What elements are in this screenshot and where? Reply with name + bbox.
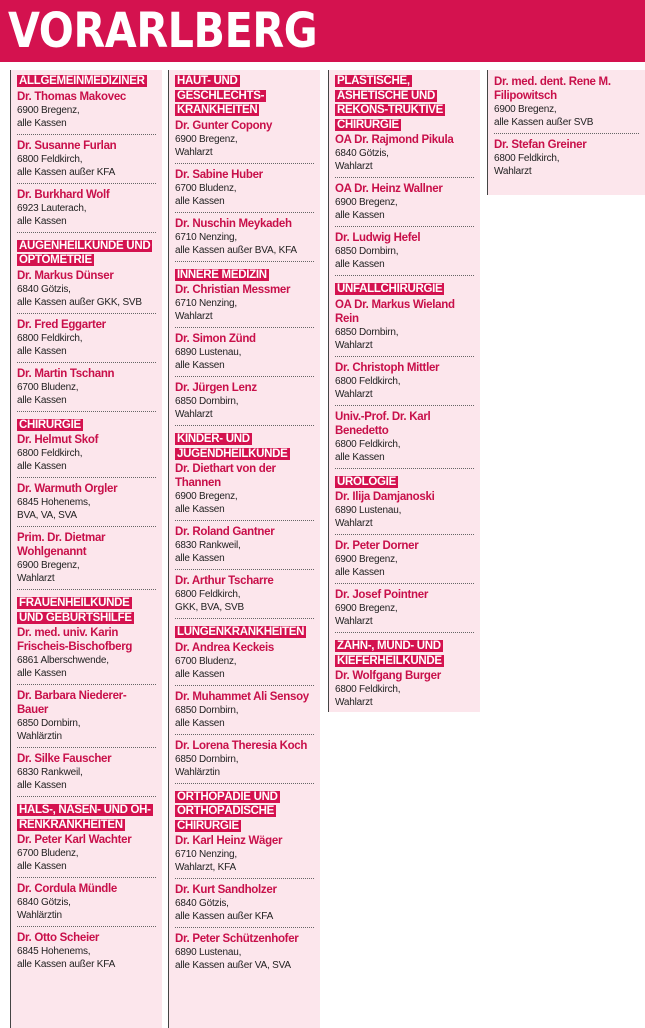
doctor-name: Dr. Roland Gantner (175, 526, 275, 538)
doctor-name: Dr. Christoph Mittler (335, 361, 440, 374)
doctor-insurance: alle Kassen (175, 195, 225, 207)
doctor-location: 6900 Bregenz, (17, 560, 80, 571)
doctor-name: OA Dr. Markus Wieland Rein (335, 298, 455, 325)
specialty-section (335, 282, 474, 469)
doctor-name: Dr. Diethart von der Thannen (175, 463, 276, 489)
doctor-insurance: alle Kassen (175, 360, 225, 371)
specialty-section (494, 74, 639, 182)
specialty-heading-wrap (335, 639, 474, 668)
doctor-name: Dr. Wolfgang Burger (335, 670, 441, 682)
doctor-location: 6800 Feldkirch, (175, 589, 241, 600)
page-title: VORARLBERG (8, 3, 318, 59)
doctor-entry (494, 74, 639, 134)
doctor-location: 6850 Dornbirn, (175, 704, 239, 716)
specialty-section (175, 432, 314, 619)
specialty-heading: AUGENHEILKUNDE UND OPTOMETRIE (19, 239, 151, 266)
doctor-entry (175, 216, 314, 262)
doctor-insurance: Wahlärztin (17, 910, 62, 921)
specialty-heading: UROLOGIE (337, 475, 396, 488)
doctor-insurance: Wahlarzt (335, 697, 373, 708)
doctor-name: Dr. Sabine Huber (175, 168, 263, 181)
specialty-section (175, 625, 314, 784)
doctor-entry (494, 137, 639, 182)
doctor-location: 6840 Götzis, (175, 898, 229, 909)
doctor-location: 6923 Lauterach, (17, 202, 87, 214)
doctor-name: Dr. Barbara Niederer-Bauer (17, 690, 127, 716)
doctor-insurance: alle Kassen außer GKK, SVB (17, 296, 142, 308)
doctor-insurance: Wahlarzt (335, 339, 373, 351)
doctor-name: Dr. Simon Zünd (175, 333, 256, 345)
doctor-entry (17, 881, 156, 927)
directory-column-3 (328, 70, 480, 712)
doctor-insurance: alle Kassen (335, 451, 385, 463)
specialty-section (175, 268, 314, 427)
doctor-name: Dr. Silke Fauscher (17, 753, 112, 765)
doctor-entry (17, 366, 156, 412)
doctor-location: 6800 Feldkirch, (335, 684, 401, 695)
doctor-location: 6830 Rankweil, (17, 767, 83, 778)
doctor-location: 6710 Nenzing, (175, 298, 237, 309)
doctor-name: Dr. Christian Messmer (175, 284, 291, 296)
specialty-heading-wrap (335, 475, 474, 490)
specialty-heading-wrap (17, 239, 156, 268)
doctor-name: OA Dr. Heinz Wallner (335, 183, 443, 195)
doctor-name: Dr. Kurt Sandholzer (175, 884, 277, 896)
doctor-name: Univ.-Prof. Dr. Karl Benedetto (335, 410, 431, 437)
doctor-insurance: alle Kassen (17, 394, 67, 406)
directory-column-4 (487, 70, 645, 195)
doctor-entry (17, 432, 156, 478)
specialty-section (335, 475, 474, 634)
doctor-entry (17, 832, 156, 878)
doctor-name: Dr. Thomas Makovec (17, 90, 127, 103)
doctor-insurance: alle Kassen (335, 210, 385, 221)
specialty-heading-wrap (17, 803, 156, 832)
title-banner (0, 0, 645, 62)
doctor-insurance: Wahlarzt (335, 518, 373, 529)
doctor-insurance: Wahlarzt (17, 573, 55, 584)
doctor-name: Dr. Jürgen Lenz (175, 382, 257, 394)
doctor-name: Dr. Cordula Mündle (17, 883, 118, 895)
doctor-name: Dr. Peter Dorner (335, 540, 419, 552)
specialty-heading: ZAHN-, MUND- UND KIEFERHEILKUNDE (337, 640, 442, 667)
specialty-heading: ORTHOPÄDIE UND ORTHOPÄDISCHE CHIRURGIE (177, 790, 278, 832)
doctor-entry (175, 689, 314, 735)
doctor-insurance: alle Kassen (335, 259, 385, 270)
doctor-insurance: alle Kassen (17, 215, 67, 227)
doctor-insurance: Wahlarzt (335, 161, 373, 172)
doctor-entry (175, 167, 314, 213)
doctor-insurance: Wahlarzt (335, 388, 373, 400)
specialty-heading: CHIRURGIE (19, 418, 81, 431)
doctor-insurance: GKK, BVA, SVB (175, 602, 244, 613)
doctor-location: 6700 Bludenz, (175, 655, 237, 667)
doctor-location: 6900 Bregenz, (175, 491, 238, 502)
doctor-location: 6800 Feldkirch, (494, 153, 560, 164)
doctor-location: 6850 Dornbirn, (175, 753, 239, 765)
specialty-section (175, 74, 314, 262)
doctor-insurance: Wahlarzt (175, 409, 213, 420)
specialty-section (17, 596, 156, 797)
doctor-entry (175, 640, 314, 686)
specialty-section (175, 790, 314, 977)
specialty-section (17, 803, 156, 975)
doctor-name: Dr. Nuschin Meykadeh (175, 217, 292, 230)
specialty-heading-wrap (175, 74, 314, 118)
doctor-entry (335, 587, 474, 633)
specialty-heading-wrap (17, 596, 156, 625)
doctor-location: 6900 Bregenz, (17, 104, 80, 116)
doctor-entry (335, 489, 474, 535)
specialty-heading: HAUT- UND GESCHLECHTS-KRANKHEITEN (177, 75, 265, 116)
doctor-insurance: Wahlarzt (335, 616, 373, 627)
specialty-heading-wrap (17, 418, 156, 433)
directory-column-1 (10, 70, 162, 1028)
doctor-entry (17, 751, 156, 797)
doctor-entry (17, 138, 156, 184)
doctor-name: Dr. Susanne Furlan (17, 139, 117, 152)
specialty-heading-wrap (17, 74, 156, 89)
doctor-location: 6900 Bregenz, (335, 197, 398, 208)
doctor-entry (175, 738, 314, 784)
specialty-heading-wrap (175, 625, 314, 640)
doctor-location: 6700 Bludenz, (17, 381, 79, 393)
doctor-location: 6850 Dornbirn, (17, 718, 81, 729)
doctor-name: Dr. Lorena Theresia Koch (175, 739, 308, 752)
doctor-location: 6800 Feldkirch, (17, 448, 83, 459)
doctor-entry (175, 282, 314, 328)
doctor-entry (175, 931, 314, 976)
doctor-insurance: alle Kassen (17, 861, 67, 872)
specialty-heading: ALLGEMEINMEDIZINER (19, 75, 145, 87)
doctor-location: 6861 Alberschwende, (17, 655, 109, 666)
doctor-name: Dr. med. dent. Rene M. Filipowitsch (494, 76, 611, 102)
doctor-name: Dr. Stefan Greiner (494, 139, 587, 151)
doctor-location: 6845 Hohenems, (17, 946, 91, 957)
specialty-heading: FRAUENHEILKUNDE UND GEBURTSHILFE (19, 597, 132, 624)
doctor-insurance: alle Kassen außer KFA (175, 911, 274, 922)
doctor-location: 6800 Feldkirch, (17, 153, 83, 165)
specialty-section (335, 639, 474, 713)
doctor-name: Dr. Peter Schützenhofer (175, 933, 299, 945)
doctor-insurance: Wahlarzt, KFA (175, 862, 236, 873)
doctor-location: 6900 Bregenz, (494, 104, 557, 115)
doctor-name: Dr. Ludwig Hefel (335, 232, 421, 244)
doctor-name: Dr. Warmuth Orgler (17, 483, 118, 495)
doctor-name: Dr. med. univ. Karin Frischeis-Bischofberg (17, 627, 133, 653)
doctor-entry (335, 360, 474, 406)
doctor-entry (175, 524, 314, 570)
doctor-insurance: BVA, VA, SVA (17, 510, 77, 521)
doctor-name: Dr. Fred Eggarter (17, 318, 106, 331)
doctor-location: 6850 Dornbirn, (335, 246, 399, 257)
doctor-location: 6890 Lustenau, (175, 947, 242, 958)
doctor-location: 6840 Götzis, (17, 897, 71, 908)
specialty-heading: KINDER- UND JUGENDHEILKUNDE (177, 433, 288, 460)
specialty-section (335, 74, 474, 276)
directory-column-2 (168, 70, 320, 1028)
doctor-location: 6700 Bludenz, (175, 182, 237, 194)
doctor-entry (175, 882, 314, 928)
doctor-insurance: Wahlärztin (17, 731, 62, 742)
specialty-heading-wrap (335, 282, 474, 297)
specialty-section (17, 74, 156, 233)
doctor-name: Dr. Martin Tschann (17, 367, 115, 380)
doctor-insurance: alle Kassen (17, 117, 67, 129)
doctor-insurance: alle Kassen (175, 717, 225, 729)
doctor-name: Prim. Dr. Dietmar Wohlgenannt (17, 532, 106, 558)
doctor-name: Dr. Andrea Keckeis (175, 641, 275, 654)
doctor-location: 6700 Bludenz, (17, 848, 79, 859)
doctor-insurance: alle Kassen (17, 461, 67, 472)
doctor-location: 6840 Götzis, (335, 148, 389, 159)
doctor-insurance: alle Kassen außer SVB (494, 117, 594, 128)
doctor-location: 6850 Dornbirn, (335, 326, 399, 338)
doctor-name: Dr. Peter Karl Wachter (17, 834, 132, 846)
specialty-heading-wrap (175, 432, 314, 461)
doctor-location: 6890 Lustenau, (335, 505, 402, 516)
doctor-entry (175, 461, 314, 521)
doctor-entry (17, 89, 156, 135)
doctor-entry (175, 833, 314, 879)
doctor-entry (335, 132, 474, 178)
doctor-entry (17, 317, 156, 363)
doctor-name: Dr. Markus Dünser (17, 269, 114, 282)
doctor-entry (17, 187, 156, 233)
doctor-entry (175, 331, 314, 377)
doctor-insurance: alle Kassen (17, 668, 67, 679)
doctor-location: 6800 Feldkirch, (335, 438, 401, 450)
specialty-section (17, 239, 156, 412)
doctor-entry (175, 573, 314, 619)
doctor-insurance: alle Kassen (175, 504, 225, 515)
specialty-section (17, 418, 156, 591)
specialty-heading-wrap (175, 790, 314, 834)
doctor-insurance: alle Kassen außer KFA (17, 166, 116, 178)
doctor-insurance: Wahlarzt (494, 166, 532, 177)
doctor-entry (335, 181, 474, 227)
doctor-entry (335, 409, 474, 469)
doctor-entry (335, 297, 474, 357)
doctor-insurance: Wahlarzt (175, 311, 213, 322)
specialty-heading-wrap (175, 268, 314, 283)
doctor-name: Dr. Muhammet Ali Sensoy (175, 690, 309, 703)
doctor-entry (17, 481, 156, 527)
doctor-location: 6890 Lustenau, (175, 347, 242, 358)
doctor-entry (335, 538, 474, 584)
specialty-heading: PLASTISCHE, ÄSHETISCHE UND REKONS-TRUKTIVE CHIRURGIE (337, 75, 444, 131)
doctor-entry (175, 380, 314, 426)
doctor-location: 6845 Hohenems, (17, 497, 91, 508)
specialty-heading: INNERE MEDIZIN (177, 268, 267, 281)
doctor-name: Dr. Gunter Copony (175, 119, 273, 132)
specialty-heading-wrap (335, 74, 474, 132)
doctor-entry (17, 688, 156, 748)
doctor-entry (17, 268, 156, 314)
specialty-heading: UNFALLCHIRURGIE (337, 283, 443, 295)
doctor-location: 6900 Bregenz, (335, 554, 398, 565)
doctor-insurance: Wahlarzt (175, 146, 213, 158)
doctor-insurance: alle Kassen (17, 345, 67, 357)
doctor-name: Dr. Burkhard Wolf (17, 188, 110, 201)
specialty-heading: LUNGENKRANKHEITEN (177, 626, 305, 638)
doctor-entry (17, 930, 156, 975)
doctor-name: Dr. Helmut Skof (17, 434, 99, 446)
doctor-entry (335, 230, 474, 276)
doctor-name: Dr. Otto Scheier (17, 932, 100, 944)
doctor-name: Dr. Ilija Damjanoski (335, 491, 435, 503)
doctor-location: 6900 Bregenz, (335, 603, 398, 614)
doctor-location: 6800 Feldkirch, (335, 375, 401, 387)
doctor-insurance: Wahlärztin (175, 766, 220, 778)
doctor-location: 6710 Nenzing, (175, 849, 237, 860)
doctor-name: Dr. Karl Heinz Wäger (175, 835, 283, 847)
specialty-heading: HALS-, NASEN- UND OH-RENKRANKHEITEN (19, 804, 151, 831)
doctor-name: Dr. Arthur Tscharre (175, 575, 274, 587)
doctor-insurance: alle Kassen (175, 668, 225, 680)
doctor-entry (335, 668, 474, 713)
doctor-name: OA Dr. Rajmond Pikula (335, 134, 454, 146)
doctor-entry (175, 118, 314, 164)
doctor-name: Dr. Josef Pointner (335, 589, 429, 601)
doctor-insurance: alle Kassen außer VA, SVA (175, 960, 291, 971)
doctor-location: 6840 Götzis, (17, 283, 71, 295)
doctor-insurance: alle Kassen (17, 780, 67, 791)
doctor-insurance: alle Kassen außer KFA (17, 959, 116, 970)
doctor-entry (17, 625, 156, 685)
doctor-insurance: alle Kassen (175, 553, 225, 564)
doctor-insurance: alle Kassen außer BVA, KFA (175, 244, 297, 256)
doctor-location: 6850 Dornbirn, (175, 396, 239, 407)
doctor-insurance: alle Kassen (335, 567, 385, 578)
doctor-location: 6710 Nenzing, (175, 231, 237, 243)
doctor-entry (17, 530, 156, 590)
doctor-location: 6900 Bregenz, (175, 133, 238, 145)
doctor-location: 6830 Rankweil, (175, 540, 241, 551)
doctor-location: 6800 Feldkirch, (17, 332, 83, 344)
